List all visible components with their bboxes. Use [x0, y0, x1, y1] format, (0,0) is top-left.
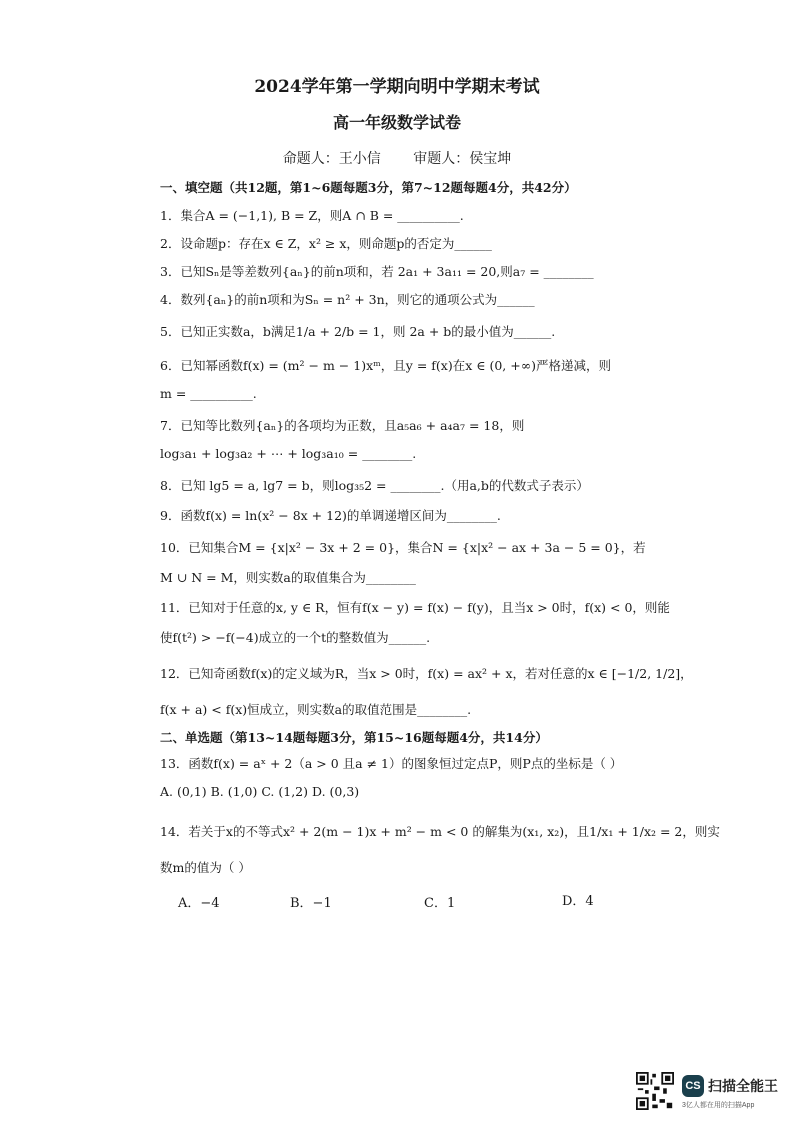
question-10-cont: M ∪ N = M，则实数a的取值集合为________ — [160, 570, 416, 585]
exam-title: 2024学年第一学期向明中学期末考试 — [254, 77, 540, 97]
question-11-cont: 使f(t²) > −f(−4)成立的一个t的整数值为______. — [160, 630, 431, 645]
question-7: 7．已知等比数列{aₙ}的各项均为正数，且a₅a₆ + a₄a₇ = 18，则 — [160, 418, 525, 433]
authors-line — [0, 148, 794, 168]
question-2: 2．设命题p：存在x ∈ Z，x² ≥ x，则命题p的否定为______ — [160, 236, 492, 251]
question-7-cont: log₃a₁ + log₃a₂ + ⋯ + log₃a₁₀ = ________. — [160, 446, 417, 461]
brand-name: 扫描全能王 — [708, 1078, 778, 1094]
question-12-cont: f(x + a) < f(x)恒成立，则实数a的取值范围是________. — [160, 702, 472, 717]
q14-option-b: B．−1 — [290, 896, 332, 911]
question-3: 3．已知Sₙ是等差数列{aₙ}的前n项和，若 2a₁ + 3a₁₁ = 20,则a₇ = ________ — [160, 264, 594, 279]
question-1: 1．集合A = (−1,1), B = Z，则A ∩ B = __________. — [160, 208, 464, 223]
q14-option-d: D．4 — [562, 894, 594, 909]
brand-tagline: 3亿人都在用的扫描App — [682, 1102, 755, 1109]
question-12: 12．已知奇函数f(x)的定义域为R，当x > 0时，f(x) = ax² + x，若对任意的x ∈ [−1/2, 1/2]， — [160, 666, 693, 681]
q14-option-a: A．−4 — [178, 896, 220, 911]
question-9: 9．函数f(x) = ln(x² − 8x + 12)的单调递增区间为________. — [160, 508, 501, 523]
section-2-heading: 二、单选题（第13~14题每题3分，第15~16题每题4分，共14分） — [160, 730, 548, 745]
question-14: 14．若关于x的不等式x² + 2(m − 1)x + m² − m < 0 的解集为(x₁, x₂)，且1/x₁ + 1/x₂ = 2，则实 — [160, 824, 720, 839]
question-11: 11．已知对于任意的x, y ∈ R，恒有f(x − y) = f(x) − f(y)，且当x > 0时，f(x) < 0，则能 — [160, 600, 670, 615]
camscanner-logo: CS — [682, 1075, 704, 1097]
section-1-heading: 一、填空题（共12题，第1~6题每题3分，第7~12题每题4分，共42分） — [160, 180, 577, 195]
exam-subtitle: 高一年级数学试卷 — [332, 113, 461, 132]
q14-option-c: C．1 — [424, 896, 456, 911]
question-10: 10．已知集合M = {x|x² − 3x + 2 = 0}，集合N = {x|x² − ax + 3a − 5 = 0}，若 — [160, 540, 646, 555]
question-13: 13．函数f(x) = aˣ + 2（a > 0 且a ≠ 1）的图象恒过定点P，则P点的坐标是（ ） — [160, 756, 623, 771]
question-13-options: A. (0,1) B. (1,0) C. (1,2) D. (0,3) — [160, 784, 360, 799]
question-6: 6．已知幂函数f(x) = (m² − m − 1)xᵐ，且y = f(x)在x ∈ (0, +∞)严格递减，则 — [160, 358, 611, 373]
question-4: 4．数列{aₙ}的前n项和为Sₙ = n² + 3n，则它的通项公式为______ — [160, 292, 535, 307]
question-5: 5．已知正实数a，b满足1/a + 2/b = 1，则 2a + b的最小值为______. — [160, 324, 556, 339]
question-14-cont: 数m的值为（ ） — [160, 860, 251, 875]
author: 命题人：王小信 — [282, 151, 381, 167]
reviewer: 审题人：侯宝坤 — [413, 151, 512, 167]
qr-code-icon — [636, 1072, 674, 1110]
question-8: 8．已知 lg5 = a, lg7 = b，则log₃₅2 = ________.（用a,b的代数式子表示） — [160, 478, 589, 493]
question-6-cont: m = __________. — [160, 386, 257, 401]
